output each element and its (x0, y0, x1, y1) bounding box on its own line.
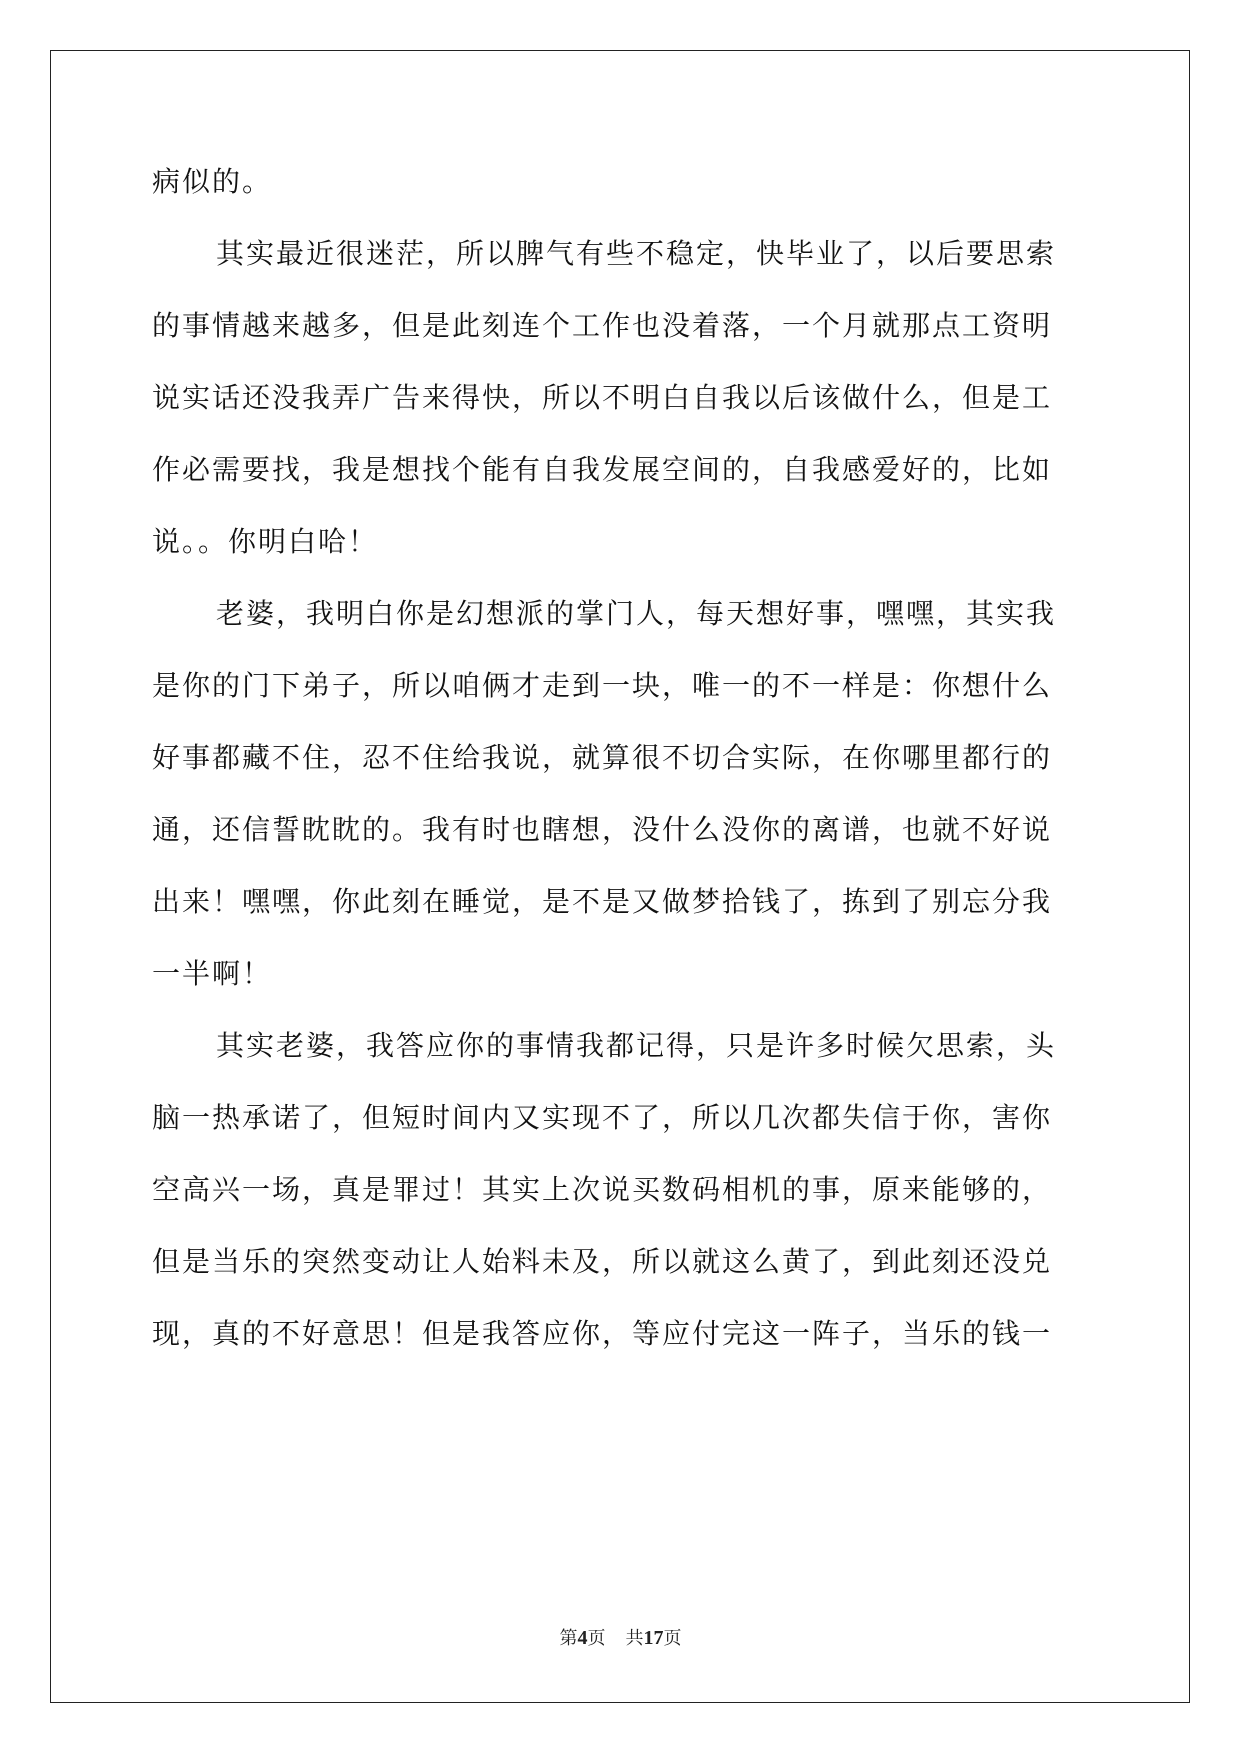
text-line: 但是当乐的突然变动让人始料未及，所以就这么黄了，到此刻还没兑 (152, 1245, 1053, 1278)
footer-total-suffix: 页 (663, 1628, 682, 1649)
footer-prefix: 第 (559, 1628, 578, 1649)
footer-total-prefix: 共 (625, 1628, 644, 1649)
text-line: 是你的门下弟子，所以咱俩才走到一块，唯一的不一样是：你想什么 (152, 669, 1053, 702)
text-line: 其实最近很迷茫，所以脾气有些不稳定，快毕业了，以后要思索 (216, 237, 1057, 270)
text-line: 病似的。 (152, 165, 273, 198)
text-line: 作必需要找，我是想找个能有自我发展空间的，自我感爱好的，比如 (152, 453, 1053, 486)
text-line: 空高兴一场，真是罪过！其实上次说买数码相机的事，原来能够的， (152, 1173, 1053, 1206)
text-line: 一半啊！ (152, 957, 273, 990)
current-page-number: 4 (577, 1627, 588, 1649)
text-line: 说。。你明白哈！ (152, 525, 379, 558)
text-line: 的事情越来越多，但是此刻连个工作也没着落，一个月就那点工资明 (152, 309, 1053, 342)
footer-page-suffix: 页 (587, 1628, 606, 1649)
page-border (50, 50, 1190, 1703)
total-page-count: 17 (643, 1627, 664, 1649)
text-line: 说实话还没我弄广告来得快，所以不明白自我以后该做什么，但是工 (152, 381, 1053, 414)
text-line: 出来！嘿嘿，你此刻在睡觉，是不是又做梦拾钱了，拣到了别忘分我 (152, 885, 1053, 918)
page-footer (0, 1626, 1241, 1651)
text-line: 现，真的不好意思！但是我答应你，等应付完这一阵子，当乐的钱一 (152, 1317, 1053, 1350)
text-line: 老婆，我明白你是幻想派的掌门人，每天想好事，嘿嘿，其实我 (216, 597, 1057, 630)
text-line: 通，还信誓眈眈的。我有时也瞎想，没什么没你的离谱，也就不好说 (152, 813, 1053, 846)
text-line: 其实老婆，我答应你的事情我都记得，只是许多时候欠思索，头 (216, 1029, 1057, 1062)
text-line: 好事都藏不住，忍不住给我说，就算很不切合实际，在你哪里都行的 (152, 741, 1053, 774)
text-line: 脑一热承诺了，但短时间内又实现不了，所以几次都失信于你，害你 (152, 1101, 1053, 1134)
